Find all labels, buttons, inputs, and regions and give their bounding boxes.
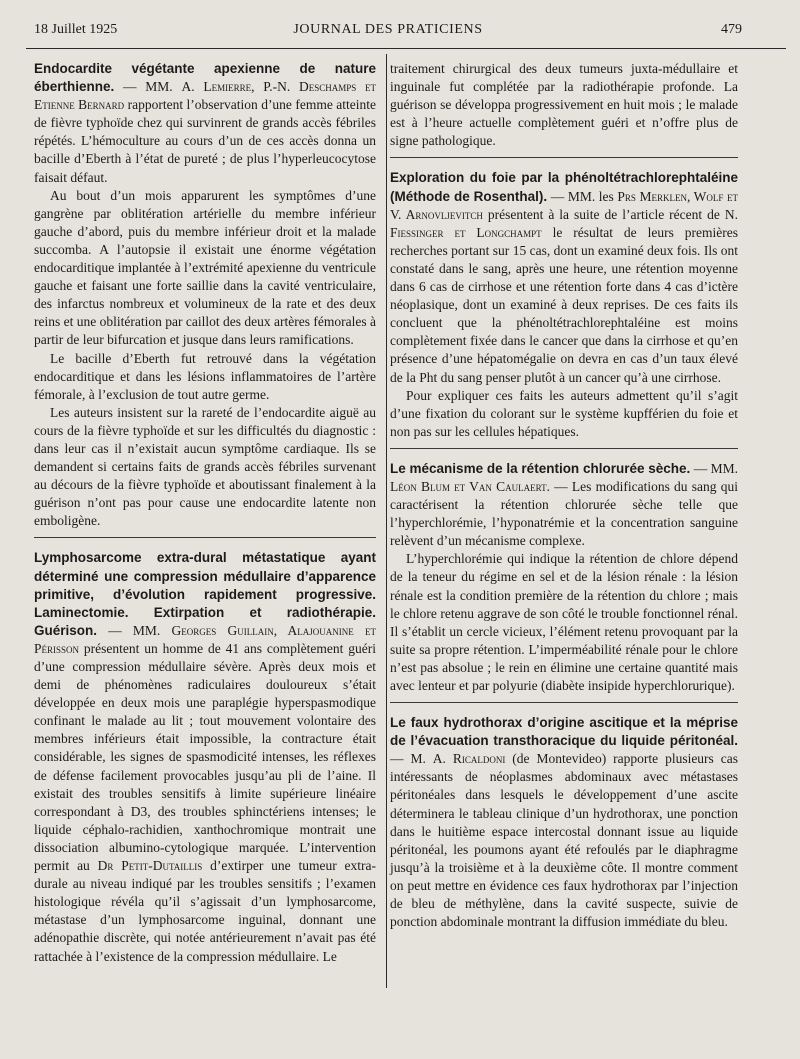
article-phenoltetrachlore (390, 169, 738, 440)
article-title: Lymphosarcome extra-dural métastatique ayant déterminé une compression médullaire d’apparence primitive, d’évolution rapidement progressive. Laminectomie. Extirpation et radiothérapie. Guérison. (34, 550, 376, 638)
journal-title: JOURNAL DES PRATICIENS (293, 22, 483, 37)
article-paragraph: Pour expliquer ces faits les auteurs admettent qu’il s’agit d’une fixation du colorant sur le système kupfférien du foie et non pas sur les cellules hépatiques. (390, 387, 738, 439)
header-rule (26, 48, 786, 49)
article-authors: Prs Merklen, Wolf et V. Arnovljevitch (390, 188, 738, 222)
article-dash: — MM. (114, 79, 182, 95)
article-continuation: traitement chirurgical des deux tumeurs juxta-médullaire et inguinale fut complétée par la radiothérapie profonde. La guérison se développa progressivement en huit mois ; le malade est à l’heure actuelle complètement guéri et n’offre plus de signe pathologique. (390, 61, 738, 149)
section-divider (390, 448, 738, 449)
header-date: 18 Juillet 1925 (34, 22, 118, 37)
surgeon-name: Dr Petit-Dutaillis (97, 858, 203, 874)
article-dash: — MM. les (547, 188, 618, 204)
right-column (390, 60, 738, 931)
article-paragraph (390, 460, 738, 550)
article-authors: Georges Guillain, Alajouanine et Périsson (34, 622, 376, 656)
cited-authors: N. Fiessinger et Longchampt (390, 206, 738, 240)
page-number: 479 (721, 22, 742, 37)
article-text: d’extirper une tumeur extra-durale au niveau indiqué par les troubles sensitifs ; l’examen histologique révéla qu’il s’agissait d’un lymphosarcome, métastase d’un lymphosarcome inguinal, donnant une adénopathie discrète, qui notée antérieurement n’avait pas été rattachée à l’existence de la compression médullaire. Le (34, 858, 377, 964)
article-paragraph: Les auteurs insistent sur la rareté de l’endocardite aiguë au cours de la fièvre typhoïde et sur les difficultés du diagnostic : dans leur cas il n’existait aucun symptôme cardiaque. Ils se demandent si certains faits de grands accès fébriles survenant au décours de la fièvre typhoïde et aboutissant finalement à la guérison n’ont pas pour cause une endocardite latente non emboligène. (34, 404, 376, 529)
article-authors: A. Lemierre, P.-N. Deschamps et Etienne Bernard (34, 79, 377, 113)
article-paragraph: L’hyperchlorémie qui indique la rétention de chlore dépend de la teneur du régime en sel et de la lésion rénale : la lésion rénale est la condition première de la rétention du chlore ; mais le chlore retenu aggrave de son côté le trouble fonctionnel rénal. Il s’établit un cercle vicieux, l’élément retenu provoquant par la suite sa propre rétention. L’imperméabilité rénale pour le chlore n’est pas absolue ; le rein en élimine une certaine quantité mais avec lenteur et par polyurie (diabète insipide hyperchlorurique). (390, 551, 738, 693)
section-divider (34, 537, 376, 538)
article-dash: — M. (390, 751, 433, 767)
column-divider (386, 54, 387, 988)
article-authors: Léon Blum et Van Caulaert (390, 478, 547, 494)
article-title: Le faux hydrothorax d’origine ascitique et la méprise de l’évacuation transthoracique du liquide péritonéal. (390, 715, 738, 749)
article-lymphosarcome (34, 549, 376, 965)
article-dash: — MM. (690, 460, 738, 476)
article-paragraph (34, 549, 376, 965)
article-paragraph (390, 714, 738, 931)
article-paragraph (34, 60, 376, 187)
section-divider (390, 157, 738, 158)
article-dash: — MM. (97, 622, 172, 638)
article-faux-hydrothorax (390, 714, 738, 931)
article-text: (de Montevideo) rapporte plusieurs cas intéressants de néoplasmes abdominaux avec métastases péritonéales dans lesquels le développement d’une ascite déterminera le tableau clinique d’un hydrothorax, une ponction dans le huitième espace intercostal donnant issue au liquide péritonéal, les poumons ayant été refoulés par le diaphragme jusqu’à la troisième et à la deuxième côte. Il montre comment on peut mettre en évidence ces faux hydrothorax par l’injection de bleu de méthylène, dans la cavité suspecte, suivie de ponction abdominale montrant la diffusion immédiate du bleu. (390, 751, 738, 930)
left-column (34, 60, 376, 966)
article-title: Endocardite végétante apexienne de nature éberthienne. (34, 61, 376, 95)
article-text: . — Les modifications du sang qui caractérisent la rétention chlorurée sèche telle que l’hyperchlorémie, l’hyponatrémie et la concentration sanguine relèvent d’un mécanisme complexe. (390, 478, 738, 549)
article-text: présentent à la suite de l’article récent de (482, 206, 725, 222)
article-retention-chloruree (390, 460, 738, 695)
article-title: Exploration du foie par la phénoltétrachlorephtaléine (Méthode de Rosenthal). (390, 170, 738, 204)
article-endocardite (34, 60, 376, 530)
article-paragraph (390, 169, 738, 386)
page-header (34, 22, 742, 42)
article-title: Le mécanisme de la rétention chlorurée sèche. (390, 460, 691, 476)
article-text: présentent un homme de 41 ans complètement guéri d’une compression médullaire sévère. Après deux mois et demi de phénomènes radiculaires douloureux s’était développée en deux mois une paraplégie hyperspasmodique confinant le malade au lit ; tout mouvement volontaire des membres inférieurs était impossible, la contracture était considérable, les signes de spasmodicité intenses, les réflexes de défense facilement provocables jusqu’au pli de l’aine. Il existait des troubles sensitifs à limite supérieure linéaire correspondant à D3, des troubles sphinctériens intenses; le liquide céphalo-rachidien, xanthochromique montrait une dissociation albumino-cytologique marquée. L’intervention permit au (34, 640, 376, 874)
section-divider (390, 702, 738, 703)
article-text: rapportent l’observation d’une femme atteinte de fièvre typhoïde chez qui survinrent de grands accès fébriles répétés. L’hémoculture au cours d’un de ces accès donna un bacille d’Eberth à l’état de pureté ; de plus l’hyperleucocytose faisait défaut. (34, 97, 377, 185)
article-paragraph: Le bacille d’Eberth fut retrouvé dans la végétation endocarditique et dans les lésions inflammatoires de l’artère fémorale, à l’exclusion de tout autre germe. (34, 350, 376, 402)
article-text: le résultat de leurs premières recherches portant sur 15 cas, dont un examiné deux fois. Ils ont constaté dans le sang, après une heure, une rétention moyenne dans 6 cas de cirrhose et une rétention forte dans 4 cas d’ictère néoplasique, dont un examiné à deux reprises. De ces faits ils concluent que la phénoltétrachlorephtaléine est moins complètement fixée dans le cancer que dans la cirrhose et qu’en présence d’une hépatomégalie on devra en cas d’un taux élevé de la Pht du sang penser plutôt à un cancer qu’à une cirrhose. (390, 224, 739, 385)
article-authors: A. Ricaldoni (432, 751, 506, 767)
article-paragraph: Au bout d’un mois apparurent les symptômes d’une gangrène par oblitération artérielle du membre inférieur gauche d’abord, puis du membre inférieur droit et la malade succomba. A l’autopsie il existait une énorme végétation endocarditique implantée à l’extrémité apexienne du ventricule gauche et faisant une forte saillie dans la cavité ventriculaire, des infarctus nombreux et volumineux de la rate et des deux reins et une oblitération par caillot des deux artères fémorales à partir de leur bifurcation et jusque dans leurs ramifications. (34, 187, 376, 348)
